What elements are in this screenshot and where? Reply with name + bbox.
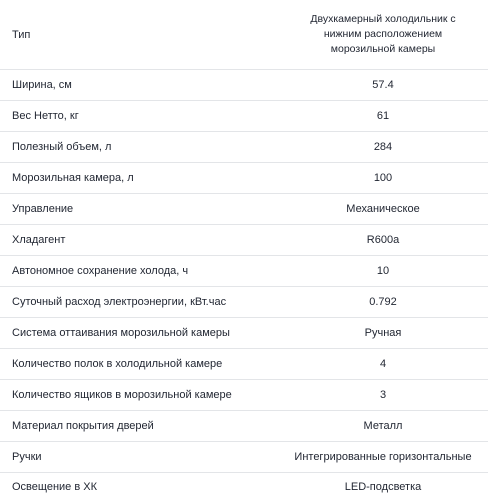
spec-value: 57.4 bbox=[372, 79, 394, 91]
spec-value: LED-подсветка bbox=[344, 480, 422, 493]
spec-label: Ширина, см bbox=[12, 79, 72, 91]
spec-row-net-weight bbox=[0, 101, 488, 132]
spec-row-fridge-lighting bbox=[0, 473, 488, 500]
spec-row-freezer-volume bbox=[0, 163, 488, 194]
spec-value: 61 bbox=[376, 110, 390, 122]
spec-value: 0.792 bbox=[369, 296, 397, 308]
spec-label: Вес Нетто, кг bbox=[12, 110, 79, 122]
spec-value-line: Двухкамерный холодильник с bbox=[310, 13, 456, 25]
spec-value: Ручная bbox=[364, 327, 402, 339]
spec-label: Количество полок в холодильной камере bbox=[12, 358, 223, 370]
spec-row-defrost-system bbox=[0, 318, 488, 349]
spec-row-refrigerant bbox=[0, 225, 488, 256]
spec-label: Автономное сохранение холода, ч bbox=[12, 265, 189, 277]
spec-value: Механическое bbox=[346, 203, 420, 215]
spec-value: 4 bbox=[379, 358, 387, 370]
spec-value: 10 bbox=[376, 265, 390, 277]
spec-row-autonomous-cold bbox=[0, 256, 488, 287]
spec-value: R600a bbox=[366, 234, 400, 246]
spec-label: Ручки bbox=[12, 451, 42, 463]
spec-row-daily-energy bbox=[0, 287, 488, 318]
spec-row-handles bbox=[0, 442, 488, 473]
spec-label: Морозильная камера, л bbox=[12, 172, 134, 184]
spec-label: Полезный объем, л bbox=[12, 141, 112, 153]
spec-row-door-material bbox=[0, 411, 488, 442]
spec-value: Металл bbox=[363, 420, 403, 432]
spec-value: 284 bbox=[373, 141, 393, 153]
spec-label: Количество ящиков в морозильной камере bbox=[12, 389, 232, 401]
spec-label: Освещение в ХК bbox=[12, 480, 97, 493]
spec-row-control bbox=[0, 194, 488, 225]
spec-row-usable-volume bbox=[0, 132, 488, 163]
spec-label: Материал покрытия дверей bbox=[12, 420, 154, 432]
spec-value: 3 bbox=[379, 389, 387, 401]
spec-label: Хладагент bbox=[12, 234, 66, 246]
spec-row-width bbox=[0, 70, 488, 101]
spec-label: Система оттаивания морозильной камеры bbox=[12, 327, 230, 339]
spec-value-line: нижним расположением bbox=[323, 28, 443, 40]
spec-row-freezer-drawers bbox=[0, 380, 488, 411]
spec-label: Суточный расход электроэнергии, кВт.час bbox=[12, 296, 227, 308]
spec-value-line: морозильной камеры bbox=[330, 43, 436, 55]
spec-value: Интегрированные горизонтальные bbox=[294, 451, 472, 463]
spec-row-type bbox=[0, 0, 488, 70]
spec-row-fridge-shelves bbox=[0, 349, 488, 380]
spec-value bbox=[283, 12, 483, 57]
spec-label: Управление bbox=[12, 203, 74, 215]
spec-value: 100 bbox=[373, 172, 393, 184]
spec-label: Тип bbox=[12, 28, 31, 41]
